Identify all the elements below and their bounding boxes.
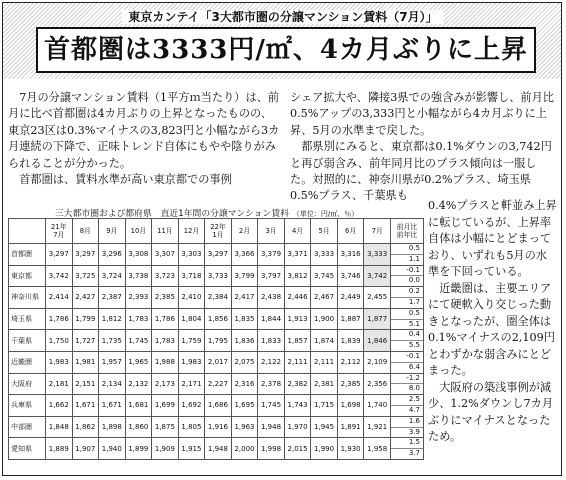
region-name: 千葉県: [9, 330, 46, 352]
paragraph: シェア拡大や、隣接3県での強含みが影響し、前月比0.5%アップの3,333円と小幅ながら4カ月ぶりに上昇、5月の水準まで戻した。: [290, 91, 554, 137]
table-row: [9, 438, 424, 460]
table-row: [9, 244, 424, 266]
rent-cell: 1,735: [99, 330, 126, 352]
rent-cell: 1,921: [364, 416, 391, 438]
rent-cell: 1,795: [205, 330, 232, 352]
body-column-1: [8, 90, 280, 188]
rent-cell: 2,467: [311, 287, 338, 309]
table-header-row: [9, 219, 424, 244]
rent-cell: 1,835: [231, 308, 258, 330]
kicker: 東京カンテイ「3大都市圏の分譲マンション賃料（7月）」: [3, 8, 563, 25]
column-header: 3月: [258, 219, 285, 244]
rent-cell: 3,316: [337, 244, 364, 266]
rent-cell: 2,171: [178, 373, 205, 395]
year-change: 3.9: [391, 427, 423, 438]
region-name: 中部圏: [9, 416, 46, 438]
rent-cell: 1,856: [205, 308, 232, 330]
rent-cell: 2,132: [125, 373, 152, 395]
column-header: 5月: [311, 219, 338, 244]
column-header: 11月: [152, 219, 179, 244]
rent-cell: 1,662: [46, 395, 73, 417]
table-body: [9, 244, 424, 460]
rent-cell: 3,797: [258, 265, 285, 287]
month-change: 1.6: [408, 416, 420, 425]
rent-cell: 1,874: [311, 330, 338, 352]
rent-cell: 1,970: [284, 416, 311, 438]
rent-cell: 1,695: [231, 395, 258, 417]
rent-cell: 1,786: [46, 308, 73, 330]
rent-cell: 3,303: [178, 244, 205, 266]
rent-cell: 1,915: [178, 438, 205, 460]
region-name: 東京都: [9, 265, 46, 287]
rent-cell: 2,382: [284, 373, 311, 395]
column-header: 8月: [72, 219, 99, 244]
table-unit: （単位：円/㎡、％）: [292, 210, 359, 218]
rent-cell: 1,860: [125, 416, 152, 438]
table-row: [9, 265, 424, 287]
rent-cell: 1,963: [231, 416, 258, 438]
rent-cell: 3,812: [284, 265, 311, 287]
table-title-text: 三大都市圏および都府県 直近1年間の分譲マンション賃料: [55, 209, 289, 219]
table-row: [9, 330, 424, 352]
rent-cell: 1,990: [311, 438, 338, 460]
column-header: 22年 1月: [205, 219, 232, 244]
rent-cell: 1,804: [178, 308, 205, 330]
headline-box: [36, 27, 536, 73]
rent-cell: 2,181: [46, 373, 73, 395]
rent-cell: 3,723: [152, 265, 179, 287]
rent-cell: 2,410: [178, 287, 205, 309]
paragraph: 近畿圏は、主要エリアにて硬軟入り交じった動きとなったが、圏全体は0.1%マイナスの2,109円とわずかな弱含みにとどまった。: [428, 281, 555, 377]
region-name: 埼玉県: [9, 308, 46, 330]
region-name: 兵庫県: [9, 395, 46, 417]
rent-cell: 2,384: [205, 287, 232, 309]
month-change: 0.5: [408, 308, 420, 317]
rent-cell: 1,907: [72, 438, 99, 460]
year-change: 5.5: [391, 340, 423, 351]
year-change: 0.0: [391, 275, 423, 286]
rent-cell: 1,898: [99, 416, 126, 438]
year-change: 1.7: [391, 297, 423, 308]
rent-cell: 3,725: [72, 265, 99, 287]
column-header: 12月: [178, 219, 205, 244]
paragraph: 首都圏は、賃料水準が高い東京都での事例: [19, 173, 232, 187]
rent-cell: 1,887: [337, 308, 364, 330]
rent-cell: 1,998: [258, 438, 285, 460]
year-change: 5.1: [391, 319, 423, 330]
year-change: 8.0: [391, 383, 423, 394]
rent-cell: 3,742: [46, 265, 73, 287]
rent-cell: 1,862: [72, 416, 99, 438]
rent-cell: 1,916: [205, 416, 232, 438]
rent-cell: 1,940: [99, 438, 126, 460]
rent-cell: 1,948: [205, 438, 232, 460]
rent-cell: 2,075: [231, 351, 258, 373]
rent-cell: 3,297: [72, 244, 99, 266]
rent-cell: 2,385: [152, 287, 179, 309]
rent-cell: 1,833: [258, 330, 285, 352]
month-change: -0.1: [406, 351, 420, 360]
rent-cell: 3,296: [99, 244, 126, 266]
rent-cell: 1,981: [72, 351, 99, 373]
column-header: 9月: [99, 219, 126, 244]
rent-cell: 1,692: [178, 395, 205, 417]
month-change: -0.1: [406, 265, 420, 274]
rent-cell: 1,799: [72, 308, 99, 330]
table-row: [9, 287, 424, 309]
column-header: 10月: [125, 219, 152, 244]
rent-cell: 1,812: [99, 308, 126, 330]
table-row: [9, 416, 424, 438]
table-row: [9, 308, 424, 330]
rent-cell: 1,983: [178, 351, 205, 373]
change-cell: [391, 308, 424, 330]
rent-cell: 3,724: [99, 265, 126, 287]
rent-cell: 1,945: [311, 416, 338, 438]
rent-cell: 2,015: [284, 438, 311, 460]
rent-cell: 1,671: [99, 395, 126, 417]
rent-cell: 3,366: [231, 244, 258, 266]
rent-cell: 3,742: [364, 265, 391, 287]
rent-cell: 1,715: [311, 395, 338, 417]
table-row: [9, 395, 424, 417]
rent-cell: 1,836: [231, 330, 258, 352]
paragraph: 7月の分譲マンション賃料（1平方ｍ当たり）は、前月に比べ首都圏は4カ月ぶりの上昇となったものの、東京23区は0.3%マイナスの3,823円と小幅ながら3カ月連続の下降で、正味トレンド自体にもやや陰りがみられることが分かった。: [8, 91, 280, 170]
month-change: 0.2: [408, 287, 420, 296]
rent-cell: 1,699: [152, 395, 179, 417]
rent-cell: 2,385: [337, 373, 364, 395]
rent-cell: 3,733: [205, 265, 232, 287]
column-header: 6月: [337, 219, 364, 244]
rent-table: [8, 218, 424, 460]
rent-cell: 2,111: [311, 351, 338, 373]
rent-cell: 1,848: [46, 416, 73, 438]
headline-banner: [3, 3, 561, 79]
rent-cell: 2,414: [46, 287, 73, 309]
rent-cell: 1,783: [125, 308, 152, 330]
rent-cell: 1,913: [284, 308, 311, 330]
region-name: 近畿圏: [9, 351, 46, 373]
rent-cell: 3,746: [337, 265, 364, 287]
rent-cell: 3,333: [311, 244, 338, 266]
rent-cell: 1,900: [311, 308, 338, 330]
rent-cell: 2,387: [99, 287, 126, 309]
rent-cell: 1,899: [125, 438, 152, 460]
rent-cell: 2,017: [205, 351, 232, 373]
rent-cell: 1,988: [152, 351, 179, 373]
rent-cell: 1,839: [337, 330, 364, 352]
rent-cell: 2,446: [284, 287, 311, 309]
rent-cell: 3,379: [258, 244, 285, 266]
change-cell: [391, 287, 424, 309]
rent-cell: 3,297: [46, 244, 73, 266]
region-name: 愛知県: [9, 438, 46, 460]
column-header: 4月: [284, 219, 311, 244]
rent-cell: 2,000: [231, 438, 258, 460]
rent-cell: 3,333: [364, 244, 391, 266]
rent-cell: 2,227: [205, 373, 232, 395]
rent-cell: 2,427: [72, 287, 99, 309]
table-row: [9, 351, 424, 373]
rent-cell: 2,393: [125, 287, 152, 309]
column-header: 21年 7月: [46, 219, 73, 244]
rent-cell: 1,983: [46, 351, 73, 373]
rent-cell: 1,681: [125, 395, 152, 417]
rent-cell: 3,738: [125, 265, 152, 287]
rent-cell: 3,799: [231, 265, 258, 287]
rent-cell: 1,671: [72, 395, 99, 417]
column-header: [9, 219, 46, 244]
change-cell: [391, 438, 424, 460]
rent-cell: 2,134: [99, 373, 126, 395]
rent-cell: 1,740: [364, 395, 391, 417]
column-header: 7月: [364, 219, 391, 244]
region-name: 大阪府: [9, 373, 46, 395]
rent-cell: 1,759: [178, 330, 205, 352]
rent-cell: 1,805: [178, 416, 205, 438]
month-change: -1.2: [406, 373, 420, 382]
rent-cell: 2,173: [152, 373, 179, 395]
rent-cell: 1,909: [152, 438, 179, 460]
rent-cell: 1,965: [125, 351, 152, 373]
rent-cell: 1,857: [284, 330, 311, 352]
rent-cell: 1,743: [284, 395, 311, 417]
region-name: 首都圏: [9, 244, 46, 266]
change-cell: [391, 416, 424, 438]
change-cell: [391, 373, 424, 395]
rent-cell: 1,930: [337, 438, 364, 460]
rent-cell: 1,875: [152, 416, 179, 438]
paragraph: 都県別にみると、東京都は0.1%ダウンの3,742円と再び弱含み、前年同月比のプラス傾向は一服した。対照的に、神奈川県が0.2%プラス、埼玉県0.5%プラス、千葉県も: [290, 140, 552, 203]
rent-cell: 1,745: [258, 395, 285, 417]
body-column-2: [290, 90, 558, 205]
rent-cell: 1,783: [152, 330, 179, 352]
rent-cell: 2,438: [258, 287, 285, 309]
rent-cell: 1,786: [152, 308, 179, 330]
rent-cell: 1,686: [205, 395, 232, 417]
rent-cell: 1,877: [364, 308, 391, 330]
rent-cell: 2,111: [284, 351, 311, 373]
rent-cell: 1,889: [46, 438, 73, 460]
rent-cell: 3,297: [205, 244, 232, 266]
rent-cell: 3,718: [178, 265, 205, 287]
year-change: 1.1: [391, 254, 423, 265]
rent-cell: 1,891: [337, 416, 364, 438]
month-change: 2.5: [408, 395, 420, 404]
rent-cell: 2,417: [231, 287, 258, 309]
rent-cell: 1,948: [258, 416, 285, 438]
month-change: 0.4: [408, 330, 420, 339]
change-cell: [391, 244, 424, 266]
year-change: 4.7: [391, 405, 423, 416]
year-change: 6.4: [391, 362, 423, 373]
rent-cell: 2,455: [364, 287, 391, 309]
rent-cell: 3,307: [152, 244, 179, 266]
rent-cell: 2,109: [364, 351, 391, 373]
rent-cell: 2,112: [337, 351, 364, 373]
rent-cell: 3,308: [125, 244, 152, 266]
rent-cell: 2,378: [258, 373, 285, 395]
rent-cell: 2,381: [311, 373, 338, 395]
rent-cell: 1,727: [72, 330, 99, 352]
change-cell: [391, 395, 424, 417]
rent-cell: 1,958: [364, 438, 391, 460]
rent-cell: 3,745: [311, 265, 338, 287]
rent-cell: 1,844: [258, 308, 285, 330]
rent-cell: 2,449: [337, 287, 364, 309]
paragraph: 0.4%プラスと軒並み上昇に転じているが、上昇率自体は小幅にとどまっており、いずれも5月の水準を下回っている。: [428, 199, 557, 278]
table-row: [9, 373, 424, 395]
headline: 首都圏は3333円/㎡、4カ月ぶりに上昇: [44, 35, 528, 65]
rent-cell: 1,750: [46, 330, 73, 352]
rent-cell: 2,151: [72, 373, 99, 395]
column-header: 前月比 前年比: [391, 219, 424, 244]
region-name: 神奈川県: [9, 287, 46, 309]
rent-cell: 1,745: [125, 330, 152, 352]
rent-cell: 2,122: [258, 351, 285, 373]
column-header: 2月: [231, 219, 258, 244]
year-change: 3.7: [391, 448, 423, 459]
rent-cell: 3,371: [284, 244, 311, 266]
rent-cell: 1,698: [337, 395, 364, 417]
body-column-3: [428, 198, 558, 446]
change-cell: [391, 351, 424, 373]
rent-cell: 1,846: [364, 330, 391, 352]
month-change: 1.5: [408, 438, 420, 447]
rent-cell: 1,957: [99, 351, 126, 373]
paragraph: 大阪府の築浅事例が減少、1.2%ダウンし7カ月ぶりにマイナスとなったため。: [428, 380, 554, 443]
change-cell: [391, 330, 424, 352]
rent-cell: 2,316: [231, 373, 258, 395]
change-cell: [391, 265, 424, 287]
rent-cell: 2,356: [364, 373, 391, 395]
month-change: 0.5: [408, 244, 420, 252]
